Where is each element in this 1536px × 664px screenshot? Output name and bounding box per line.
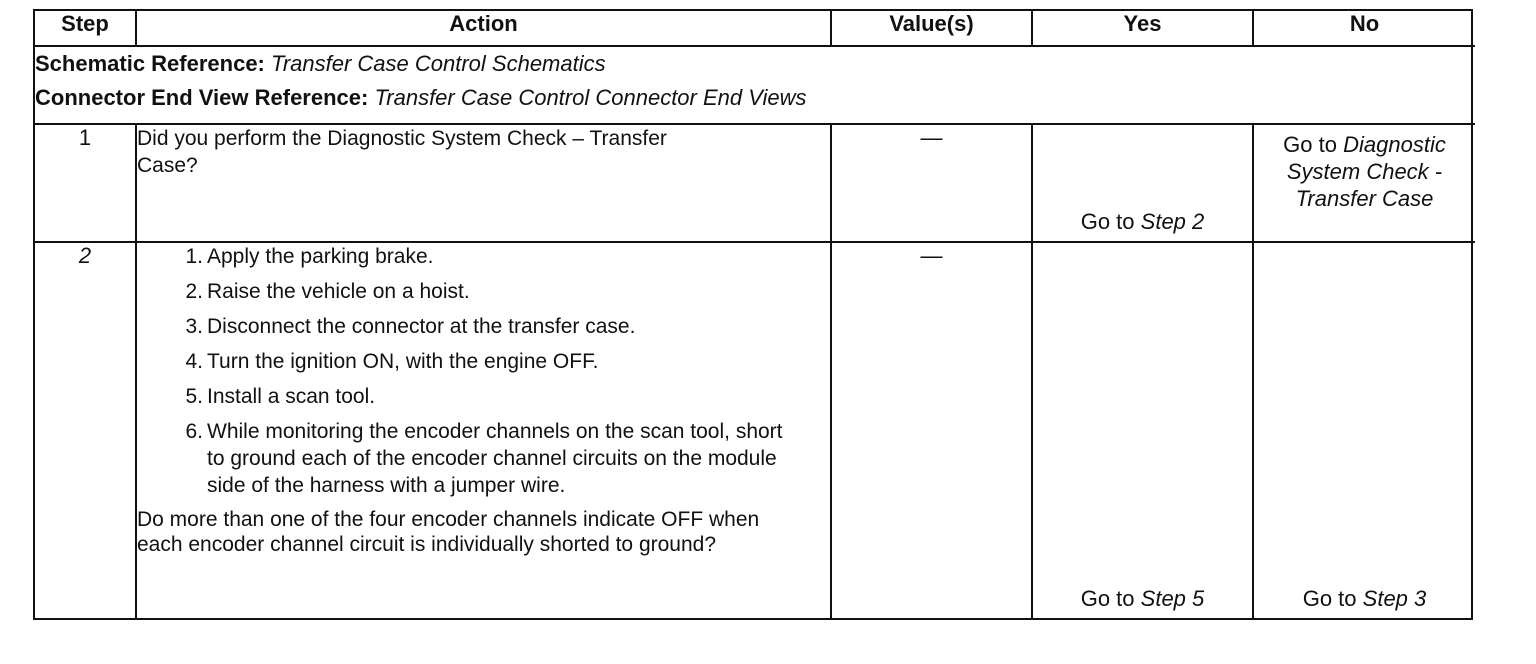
step-text: While monitoring the encoder channels on the scan tool, short to ground each of the encoder channel circuits on the module side of the harness with a jumper wire.: [207, 420, 783, 497]
connector-reference-link[interactable]: Transfer Case Control Connector End Views: [374, 85, 807, 110]
yes-goto-target[interactable]: Step 2: [1140, 209, 1205, 234]
step-number: 1: [35, 124, 136, 242]
no-cell: [1253, 242, 1475, 618]
connector-reference-label: Connector End View Reference:: [35, 85, 369, 110]
yes-goto-prefix: Go to: [1080, 209, 1135, 234]
schematic-reference-link[interactable]: Transfer Case Control Schematics: [271, 51, 606, 76]
diagnostic-table: [35, 11, 1475, 618]
no-goto[interactable]: [1254, 586, 1475, 612]
step-index: 6.: [185, 420, 203, 443]
value-cell: —: [831, 242, 1032, 618]
header-no: No: [1253, 11, 1475, 46]
action-text: Did you perform the Diagnostic System Check – Transfer Case?: [136, 124, 831, 242]
yes-cell: [1032, 124, 1253, 242]
step-index: 3.: [185, 315, 203, 338]
header-action: Action: [136, 11, 831, 46]
yes-cell: [1032, 242, 1253, 618]
procedure-step: [147, 383, 830, 410]
procedure-step: [147, 418, 830, 499]
value-cell: —: [831, 124, 1032, 242]
header-step: Step: [35, 11, 136, 46]
no-goto[interactable]: [1254, 125, 1475, 212]
procedure-step: [147, 278, 830, 305]
no-goto-prefix: Go to: [1283, 132, 1337, 157]
diagnostic-table-frame: [33, 9, 1473, 620]
procedure-step: [147, 348, 830, 375]
reference-row: [35, 46, 1475, 124]
step-text: Apply the parking brake.: [207, 245, 434, 268]
connector-reference: [35, 81, 1475, 115]
step-number: 2: [35, 242, 136, 618]
question-text: Do more than one of the four encoder channels indicate OFF when each encoder channel circuit is individually shorted to ground?: [137, 508, 760, 556]
yes-goto-target[interactable]: Step 5: [1140, 586, 1205, 611]
procedure-step: [147, 243, 830, 270]
step-index: 5.: [185, 385, 203, 408]
no-goto-target[interactable]: Diagnostic System Check - Transfer Case: [1286, 132, 1446, 211]
step-text: Turn the ignition ON, with the engine OFF.: [207, 350, 599, 373]
schematic-reference: [35, 47, 1475, 81]
step-index: 1.: [185, 245, 203, 268]
step-text: Disconnect the connector at the transfer case.: [207, 315, 636, 338]
action-cell: [136, 242, 831, 618]
no-goto-target[interactable]: Step 3: [1362, 586, 1427, 611]
reference-cell: [35, 46, 1475, 124]
step-text: Install a scan tool.: [207, 385, 376, 408]
procedure-steps: [137, 243, 830, 499]
header-values: Value(s): [831, 11, 1032, 46]
header-row: [35, 11, 1475, 46]
procedure-step: [147, 313, 830, 340]
no-goto-prefix: Go to: [1302, 586, 1357, 611]
step-index: 2.: [185, 280, 203, 303]
step-index: 4.: [185, 350, 203, 373]
header-yes: Yes: [1032, 11, 1253, 46]
step-text: Raise the vehicle on a hoist.: [207, 280, 470, 303]
yes-goto-prefix: Go to: [1080, 586, 1135, 611]
yes-goto[interactable]: [1033, 209, 1252, 235]
yes-goto[interactable]: [1033, 586, 1252, 612]
schematic-reference-label: Schematic Reference:: [35, 51, 265, 76]
no-cell: [1253, 124, 1475, 242]
table-row: [35, 124, 1475, 242]
table-row: [35, 242, 1475, 618]
